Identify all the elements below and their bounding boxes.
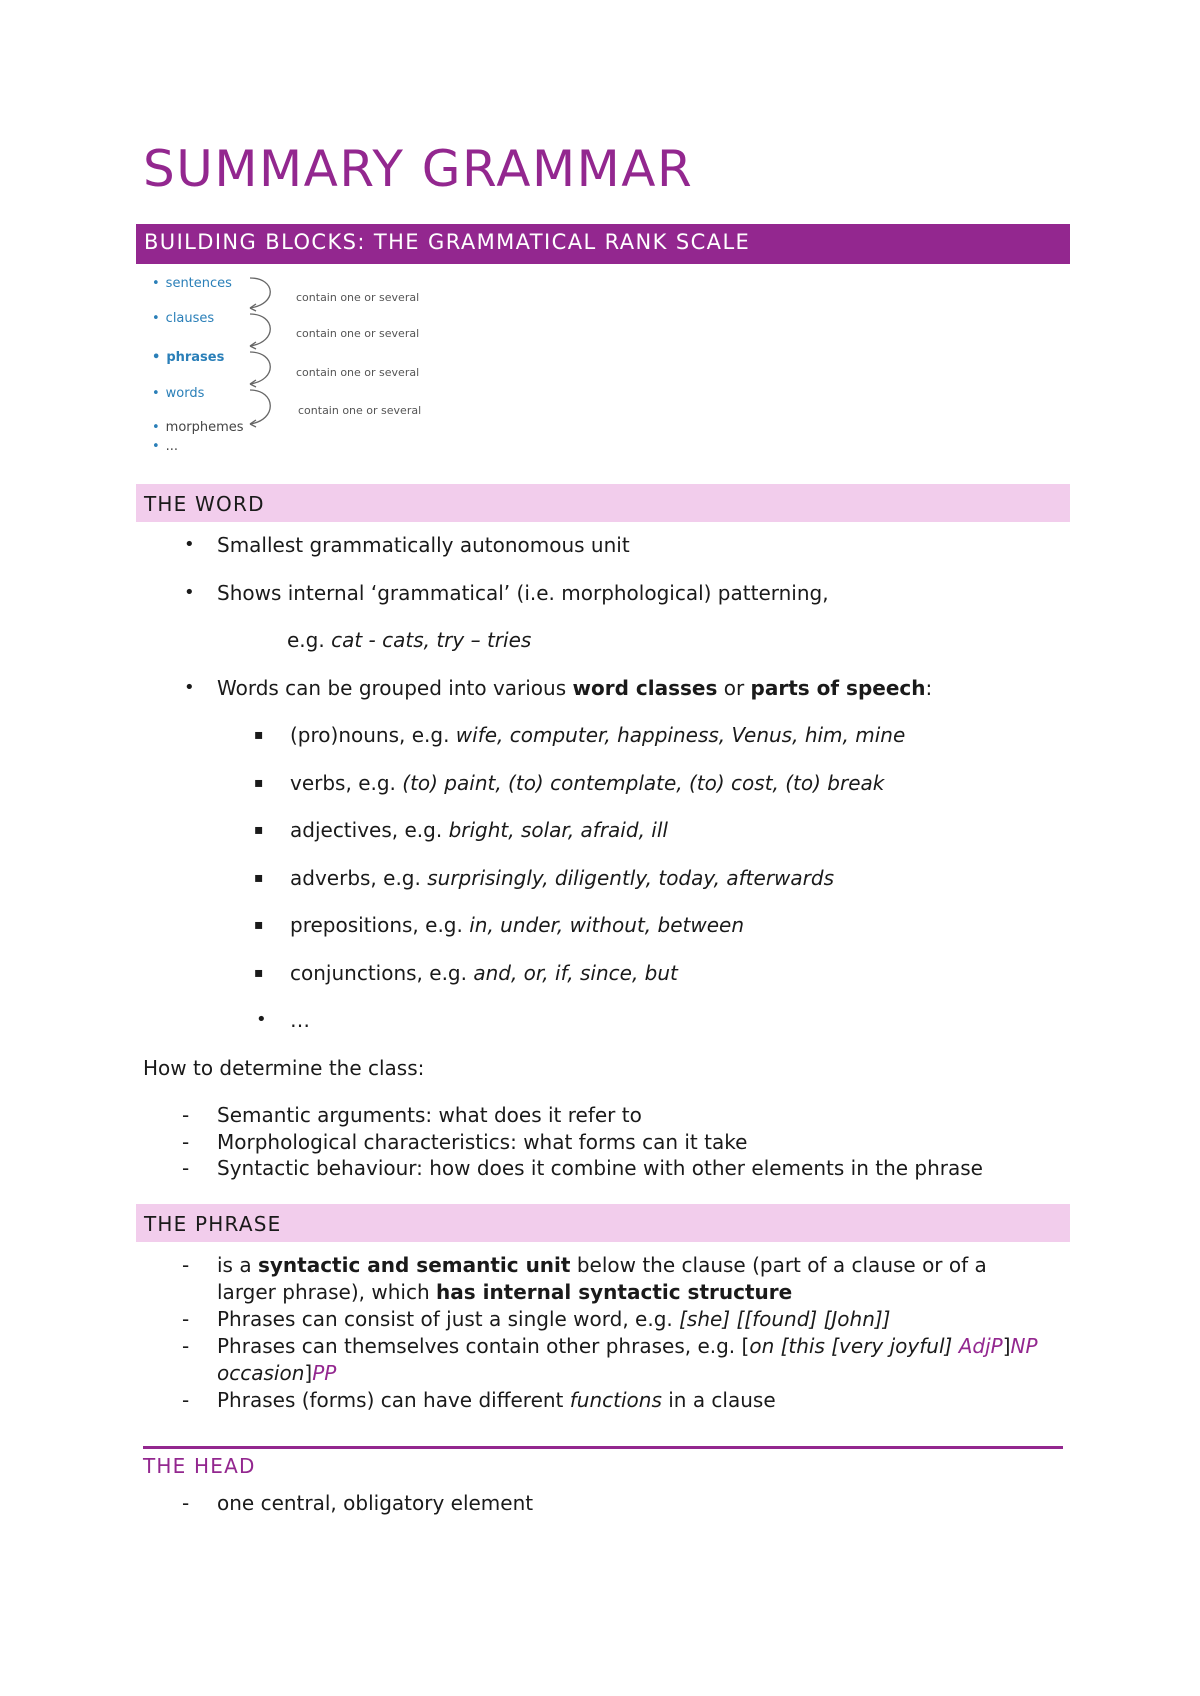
bullet-marker: •	[184, 677, 195, 698]
phrase-item-1: is a syntactic and semantic unit below the clause (part of a clause or of a	[217, 1253, 987, 1277]
curved-arrow-icon	[250, 390, 270, 424]
rank-item-morphemes: • morphemes	[152, 420, 244, 435]
word-class-item: prepositions, e.g. in, under, without, between	[290, 913, 745, 937]
bullet-marker: ▪	[254, 775, 264, 791]
bullet-marker: •	[256, 1009, 267, 1030]
dash-marker: -	[182, 1334, 190, 1358]
rank-arrows-graphic	[236, 272, 286, 442]
phrase-item-1-continued: larger phrase), which has internal syntactic structure	[217, 1280, 793, 1304]
phrase-item-2: Phrases can consist of just a single word, e.g. [she] [[found] [John]]	[217, 1307, 891, 1331]
rank-item-ellipsis: • ...	[152, 439, 179, 454]
word-class-item: (pro)nouns, e.g. wife, computer, happiness, Venus, him, mine	[290, 723, 906, 747]
dash-marker: -	[182, 1388, 190, 1412]
document-title: SUMMARY GRAMMAR	[143, 140, 694, 198]
section-divider	[143, 1446, 1063, 1449]
section-heading-phrase: THE PHRASE	[136, 1204, 1070, 1242]
section-heading-head: THE HEAD	[143, 1454, 256, 1478]
bullet-marker: •	[184, 582, 195, 603]
dash-marker: -	[182, 1103, 190, 1127]
dash-marker: -	[182, 1130, 190, 1154]
dash-marker: -	[182, 1307, 190, 1331]
word-bullet-3: Words can be grouped into various word classes or parts of speech:	[217, 676, 933, 700]
rank-note: contain one or several	[296, 327, 420, 340]
section-heading-building-blocks: BUILDING BLOCKS: THE GRAMMATICAL RANK SCALE	[136, 224, 1070, 264]
rank-item-sentences: • sentences	[152, 276, 232, 291]
phrase-item-3: Phrases can themselves contain other phrases, e.g. [on [this [very joyful] AdjP]NP	[217, 1334, 1038, 1358]
rank-note: contain one or several	[298, 404, 422, 417]
bullet-marker: ▪	[254, 727, 264, 743]
curved-arrow-icon	[250, 314, 270, 346]
rank-item-words: • words	[152, 386, 205, 401]
section-heading-word: THE WORD	[136, 484, 1070, 522]
phrase-item-4: Phrases (forms) can have different functions in a clause	[217, 1388, 776, 1412]
bullet-marker: ▪	[254, 822, 264, 838]
word-class-item: conjunctions, e.g. and, or, if, since, but	[290, 961, 678, 985]
rank-item-clauses: • clauses	[152, 311, 215, 326]
rank-note: contain one or several	[296, 291, 420, 304]
bullet-marker: •	[184, 534, 195, 555]
curved-arrow-icon	[250, 278, 270, 308]
word-class-item: adjectives, e.g. bright, solar, afraid, ill	[290, 818, 668, 842]
criteria-item: Semantic arguments: what does it refer to	[217, 1103, 642, 1127]
bullet-marker: ▪	[254, 965, 264, 981]
criteria-item: Morphological characteristics: what forms can it take	[217, 1130, 748, 1154]
phrase-item-3-continued: occasion]PP	[217, 1361, 337, 1385]
dash-marker: -	[182, 1156, 190, 1180]
word-class-item: …	[290, 1008, 310, 1032]
dash-marker: -	[182, 1491, 190, 1515]
head-item-1: one central, obligatory element	[217, 1491, 534, 1515]
word-bullet-1: Smallest grammatically autonomous unit	[217, 533, 630, 557]
bullet-marker: ▪	[254, 917, 264, 933]
rank-item-phrases: • phrases	[152, 350, 225, 365]
rank-note: contain one or several	[296, 366, 420, 379]
bullet-marker: ▪	[254, 870, 264, 886]
word-example: e.g. cat - cats, try – tries	[287, 628, 532, 652]
curved-arrow-icon	[250, 352, 270, 384]
how-to-heading: How to determine the class:	[143, 1056, 425, 1080]
criteria-item: Syntactic behaviour: how does it combine with other elements in the phrase	[217, 1156, 983, 1180]
word-class-item: adverbs, e.g. surprisingly, diligently, today, afterwards	[290, 866, 834, 890]
word-class-item: verbs, e.g. (to) paint, (to) contemplate, (to) cost, (to) break	[290, 771, 885, 795]
dash-marker: -	[182, 1253, 190, 1277]
word-bullet-2: Shows internal ‘grammatical’ (i.e. morphological) patterning,	[217, 581, 829, 605]
